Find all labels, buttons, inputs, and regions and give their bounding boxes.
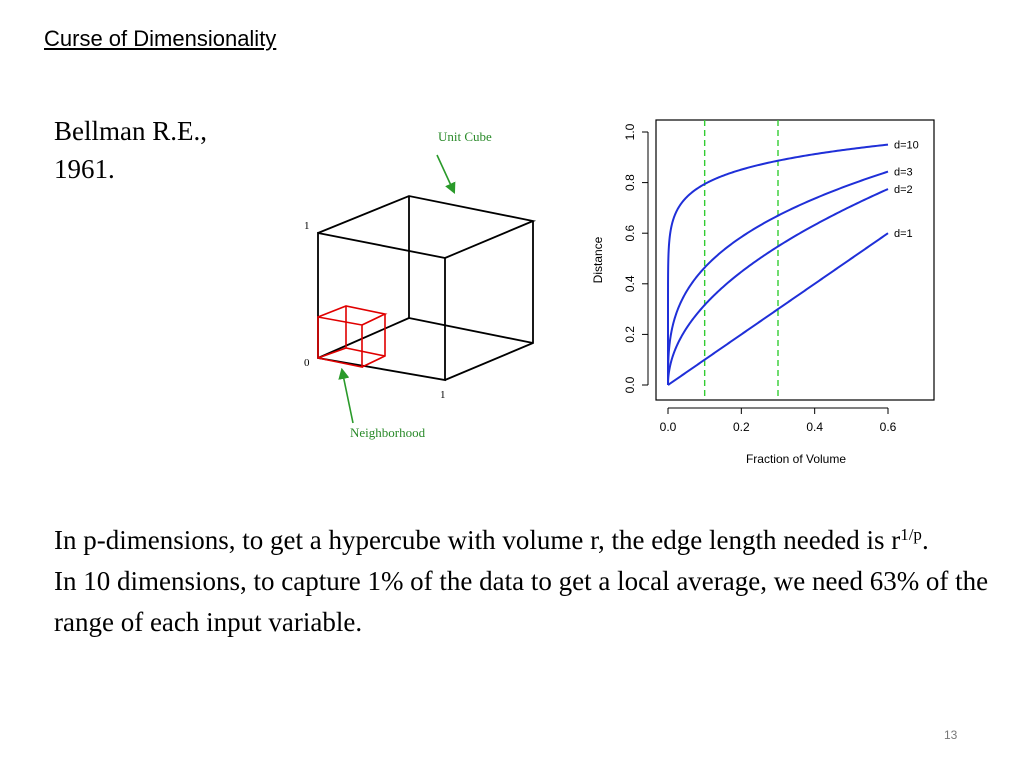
x-axis-title: Fraction of Volume [745,452,847,466]
y-tick-label: 0.4 [623,275,637,293]
series-label-d-1: d=1 [894,228,913,241]
citation-year: 1961. [54,154,115,184]
x-tick-label: 0.0 [659,420,677,434]
x-tick-label: 0.6 [879,420,897,434]
cube-axis-label-origin: 0 [304,357,310,369]
series-label-d-3: d=3 [894,166,913,179]
y-axis-title: Distance [591,236,605,284]
edge-length-period: . [921,525,929,555]
edge-length-paragraph [54,520,994,561]
page-number: 13 [944,728,958,742]
neighborhood-label: Neighborhood [350,425,426,440]
y-tick-label: 0.8 [623,174,637,191]
neighborhood-cube [318,306,385,367]
unit-cube-label: Unit Cube [438,129,492,144]
plot-frame [656,120,934,400]
unit-cube [318,196,533,380]
y-tick-label: 0.2 [623,326,637,343]
cube-axis-label-top: 1 [304,220,310,232]
unit-cube-arrow [437,155,454,192]
y-tick-label: 0.0 [623,376,637,394]
neighborhood-arrow [342,370,353,423]
x-tick-label: 0.4 [806,420,824,434]
citation-author: Bellman R.E., [54,116,207,146]
unit-cube-diagram [290,118,550,448]
distance-chart [586,110,946,475]
series-label-d-2: d=2 [894,184,913,197]
slide-title: Curse of Dimensionality [44,26,277,51]
body-text [54,520,994,643]
ten-dimensions-paragraph: In 10 dimensions, to capture 1% of the data to get a local average, we need 63% of the range of each input variable. [54,566,989,637]
edge-length-text: In p-dimensions, to get a hypercube with volume r, the edge length needed is r [54,525,901,555]
y-tick-label: 1.0 [623,123,637,141]
series-label-d-10: d=10 [894,139,919,152]
y-tick-label: 0.6 [623,224,637,242]
cube-axis-label-bottom: 1 [440,389,446,401]
edge-length-exponent: 1/p [900,525,922,544]
citation [54,112,207,188]
x-tick-label: 0.2 [732,420,750,434]
